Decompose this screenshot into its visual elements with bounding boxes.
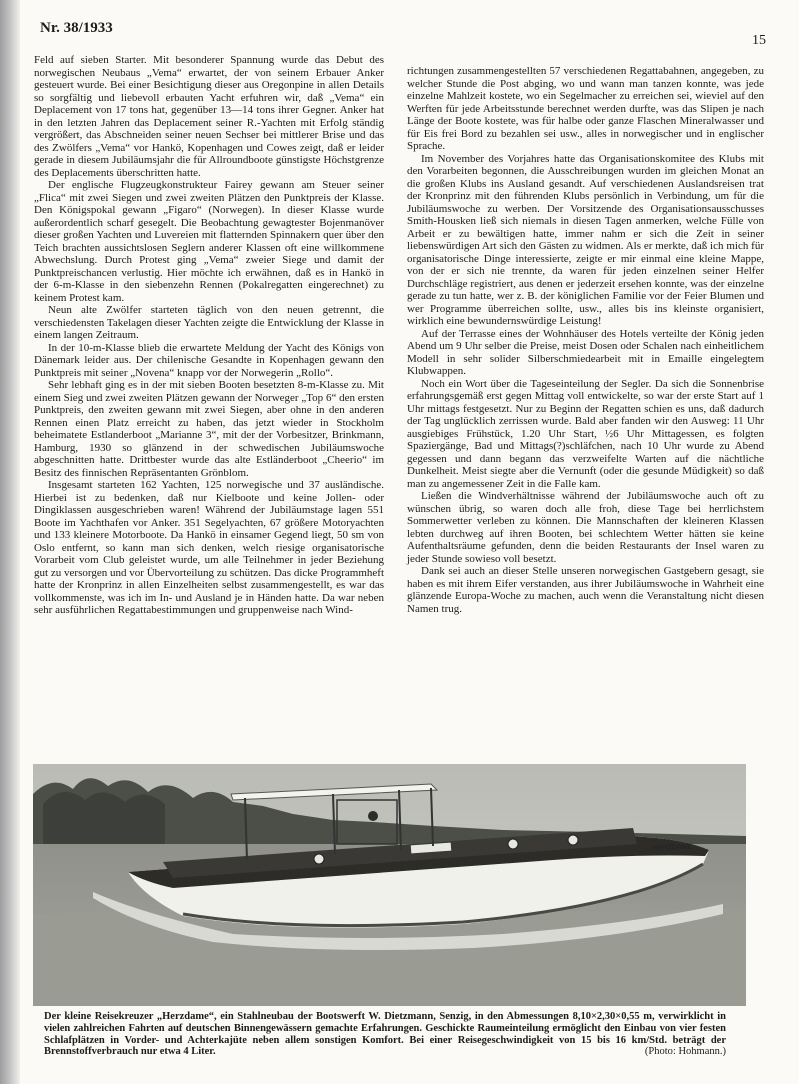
- trees-dark: [43, 792, 165, 849]
- page-number: 15: [752, 33, 766, 48]
- porthole: [568, 835, 578, 845]
- porthole: [314, 854, 324, 864]
- boat-photo-graphic: [33, 764, 746, 1006]
- paragraph: Noch ein Wort über die Tageseinteilung der Segler. Da sich die Sonnenbrise erfahrungsgemäß erst gegen Mittag voll entwickelte, so war der erste Start auf 1 Uhr mittags festgesetzt. Nur zu Beginn der Regatten schien es uns, daß dadurch der Tag unglücklich zerrissen wurde. Bald aber fanden wir den Ausweg: 11 Uhr ausgiebiges Frühstück, 1.20 Uhr Start, ½6 Uhr Mittagessen, es folgten Spaziergänge, Bad und Mittags(?)schläfchen, nach 10 Uhr wurde zu Abend gegessen und dann begann das verzweifelte Warten auf die nächtliche Dunkelheit. Meist siegte aber die Vernunft (oder die gesunde Müdigkeit) so daß man zu angemessener Zeit in die Falle kam.: [407, 377, 764, 490]
- left-column: [34, 54, 384, 617]
- hull-name: HERZDAME: [652, 843, 693, 852]
- paragraph: Der englische Flugzeugkonstrukteur Fairey gewann am Steuer seiner „Flica“ mit zwei Siegen und zwei zweiten Plätzen den Punktpreis der Klasse. Den Königspokal gewann „Figaro“ (Norwegen). In dieser Klasse wurde außerordentlich scharf gesegelt. Die Beobachtung gewagtester Bojenmanöver dieser großen Yachten und Luvereien mit flatternden Spinnakern quer über den Teich brachten aussichtslosen Seglern anderer Klassen oft eine willkommene Abwechslung. Durch Protest ging „Vema“ zweier Siege und damit der Punktpreischancen verlustig. Hier möchte ich erwähnen, daß es in Hankö in der 6-m-Klasse in den siebenzehn Rennen (Pokalregatten eingerechnet) zu keinem Protest kam.: [34, 179, 384, 304]
- scan-edge-shadow: [0, 0, 20, 1084]
- paragraph: In der 10-m-Klasse blieb die erwartete Meldung der Yacht des Königs von Dänemark leider aus. Der chilenische Gesandte in Kopenhagen gewann den Punktpreis mit seiner „Novena“ knapp vor der Norwegerin „Rollo“.: [34, 341, 384, 379]
- caption-text: Der kleine Reisekreuzer „Herzdame“, ein Stahlneubau der Bootswerft W. Dietzmann, Senzig, in den Abmessungen 8,10×2,30×0,55 m, verwirklicht in vielen zahlreichen Fahrten auf deutschen Binnengewässern gemachte Erfahrungen. Geschickte Raumeinteilung ermöglicht den Einbau von vier festen Schlafplätzen in Vorder- und Achterkajüte neben allem sonstigen Komfort. Bei einer Reisegeschwindigkeit von 15 bis 16 km/Std. beträgt der Brennstoffverbrauch nur etwa 4 Liter.: [44, 1011, 726, 1058]
- paragraph: Ließen die Windverhältnisse während der Jubiläumswoche auch oft zu wünschen übrig, so waren doch alle froh, diese Tage bei herrlichstem Sommerwetter verleben zu können. Die Mannschaften der kleineren Klassen lebten durchweg auf ihren Booten, bei schlechtem Wetter hätten sie keine Aufenthaltsräume gefunden, denn die beiden Restaurants der Insel waren zu jeder Stunde sowieso voll besetzt.: [407, 490, 764, 565]
- paragraph: Im November des Vorjahres hatte das Organisationskomitee des Klubs mit den Vorarbeiten begonnen, die Ausschreibungen wurden im gleichen Monat an die großen Klubs ins Ausland gesandt. Auf verschiedenen Auslandsreisen trat der Kronprinz mit den führenden Klubs persönlich in Verbindung, um für die Jubiläumswoche zu werben. Der Vorsitzende des Organisationsausschusses Smith-Housken ließ sich niemals in diesen Tagen anmerken, welche Fülle von Arbeit er zu bewältigen hatte, immer nahm er sich die Zeit in seiner liebenswürdigen Art sich den Gästen zu widmen. Als er merkte, daß ich mich für organisatorische Dinge interessierte, zeigte er mir einmal eine kleine Mappe, von der er sich nie trennte, da waren für jeden einzelnen seiner Helfer Durchschläge registriert, aus denen er jederzeit ersehen konnte, was der einzelne gerade zu tun hatte, wer z. B. der königlichen Familie vor der Feier Blumen und wer Programme überreichen sollte, usw., alles bis ins kleinste organisiert, wirklich eine bewundernswürdige Leistung!: [407, 152, 764, 327]
- helmsman: [368, 811, 378, 821]
- porthole: [508, 839, 518, 849]
- photo-credit: (Photo: Hohmann.): [644, 1046, 726, 1058]
- paragraph: richtungen zusammengestellten 57 verschiedenen Regattabahnen, angegeben, zu welcher Stunde die Post abging, wo und wann man tanzen konnte, was jede einzelne Mahlzeit kostete, wo ein Segelmacher zu erreichen sei, wieviel auf den Werften für jede Arbeitsstunde berechnet werden durfte, was das Slipen je nach Länge der Boote kostete, was für halbe oder ganze Flaschen Mineralwasser und für Eis frei Bord zu bezahlen sei usw., alles in norwegischer und in englischer Sprache.: [407, 65, 764, 152]
- paragraph: Insgesamt starteten 162 Yachten, 125 norwegische und 37 ausländische. Hierbei ist zu bedenken, daß nur Kielboote und keine Jollen- oder Dingiklassen ausgeschrieben waren! Während der Jubiläumstage lagen 551 Boote im Yachthafen vor Anker. 351 Segelyachten, 67 größere Motoryachten und 133 kleinere Motorboote. Da Hankö in einsamer Gegend liegt, 50 sm von Oslo entfernt, so kann man sich denken, welch riesige organisatorische Vorarbeit vom Club geleistet wurde, um alle Teilnehmer in jeder Beziehung gut zu versorgen und vor Übervorteilung zu schützen. Das dicke Programmheft hatte der Kronprinz in allen Einzelheiten selbst zusammengestellt, es war das vollkommenste, was ich im In- und Ausland je in Händen hatte. Da war neben sehr ausführlichen Regattabestimmungen und gruppenweise nach Wind-: [34, 479, 384, 616]
- paragraph: Sehr lebhaft ging es in der mit sieben Booten besetzten 8-m-Klasse zu. Mit einem Sieg und zwei zweiten Plätzen gewann der Norweger „Top 6“ den ersten Punktpreis, den zweiten gewann mit zwei Siegen, aber ohne in den anderen Rennen einen Platz erreicht zu haben, das jetzt wieder in Stockholm beheimatete Estlanderboot „Marianne 3“, mit der der Vorbesitzer, Brinkmann, Hamburg, 1930 so glänzend in der schwedischen Jubiläumswoche abgeschnitten hatte. Drittbester wurde das alte Estländerboot „Cheerio“ im Besitz des finnischen Repräsentanten Grönblom.: [34, 379, 384, 479]
- paragraph: Feld auf sieben Starter. Mit besonderer Spannung wurde das Debut des norwegischen Neubaus „Vema“ erwartet, der von seinem Erbauer Anker gesteuert wurde. Bei einer Besichtigung dieser aus Oregonpine in allen Details so sorgfältig und liebevoll erbauten Yacht erfuhren wir, daß „Vema“ ein Deplacement von 17 tons hat, gegenüber 13—14 tons ihrer Gegner. Anker hat in den letzten Jahren das Deplacement seiner R.-Yachten mit Erfolg ständig vergrößert, das Abschneiden seiner neuen Sechser bei mittlerer Brise und das des Zwölfers „Vema“ vor Hankö, Kopenhagen und Cowes zeigt, daß er leider gerade in diesem Jubiläumsjahr die für Allroundboote günstigste Höchstgrenze des Deplacements überschritten hatte.: [34, 54, 384, 179]
- paragraph: Neun alte Zwölfer starteten täglich von den neuen getrennt, die verschiedensten Takelagen dieser Yachten zeigte die Entwicklung der Klasse in einem langen Zeitraum.: [34, 304, 384, 341]
- paragraph: Auf der Terrasse eines der Wohnhäuser des Hotels verteilte der König jeden Abend um 9 Uhr selber die Preise, meist Dosen oder Schalen nach einheitlichem Modell in sehr solider Silberschmiedearbeit mit in Emaille eingelegtem Klubwappen.: [407, 327, 764, 377]
- boat-photo: [33, 764, 746, 1006]
- photo-caption: [44, 1011, 726, 1058]
- right-column: [407, 65, 764, 615]
- paragraph: Dank sei auch an dieser Stelle unseren norwegischen Gastgebern gesagt, sie haben es mit ihrem Eifer verstanden, aus ihrer Jubiläumswoche in Wahrheit eine glänzende Europa-Woche zu machen, auch wenn die Veranstaltung nicht diesen Namen trug.: [407, 565, 764, 615]
- issue-number: Nr. 38/1933: [40, 20, 113, 36]
